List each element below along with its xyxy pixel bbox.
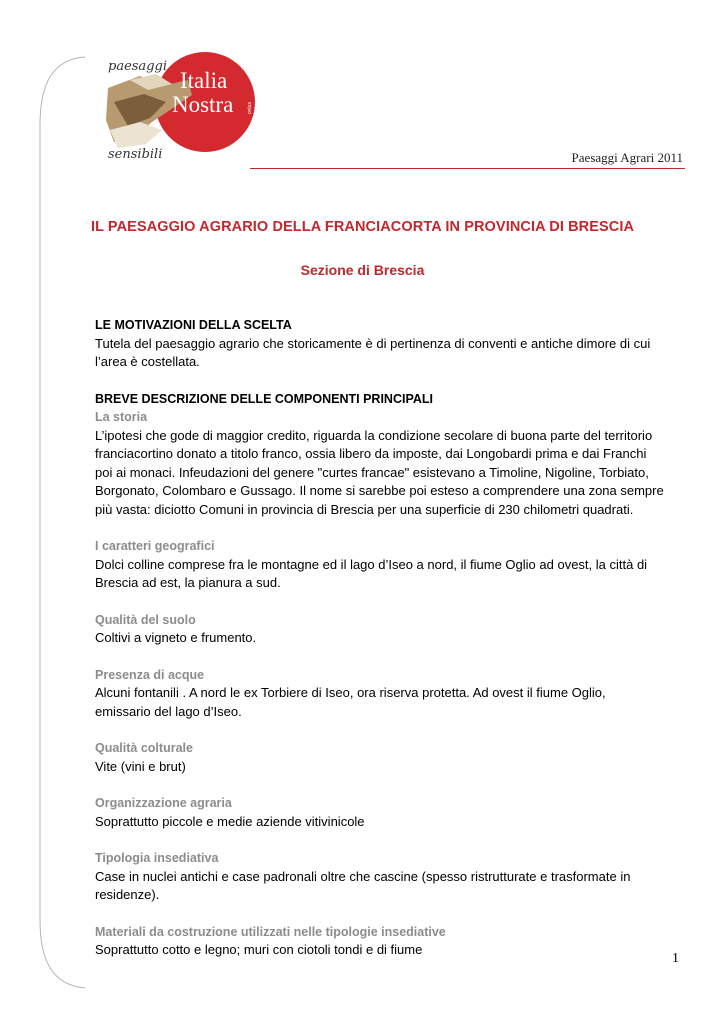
page-border-curve	[30, 55, 90, 990]
logo-name-line1: Italia	[180, 68, 228, 93]
section-heading: BREVE DESCRIZIONE DELLE COMPONENTI PRINCIPALI	[95, 391, 433, 406]
subsection-heading: Organizzazione agraria	[95, 796, 232, 810]
italia-nostra-logo	[100, 50, 270, 165]
body-line: residenze).	[95, 887, 160, 902]
subsection-heading: Qualità colturale	[95, 741, 193, 755]
logo-handwriting-top: paesaggi	[108, 59, 167, 74]
body-line: poi ai monaci. Infeudazioni del genere "curtes francae" esistevano a Timoline, Nigoline, Torbiato,	[95, 464, 649, 480]
body-line: l’area è costellata.	[95, 354, 200, 369]
body-line: Case in nuclei antichi e case padronali oltre che cascine (spesso ristrutturate e trasformate in	[95, 868, 631, 884]
subsection-heading: Tipologia insediativa	[95, 851, 219, 865]
body-line: Soprattutto piccole e medie aziende vitivinicole	[95, 813, 365, 829]
body-line: Soprattutto cotto e legno; muri con ciotoli tondi e di fiume	[95, 942, 423, 957]
page-number: 1	[672, 951, 679, 966]
logo-name-line2: Nostra	[172, 92, 234, 117]
body-line: Dolci colline comprese fra le montagne ed il lago d’Iseo a nord, il fiume Oglio ad ovest, la città di	[95, 556, 648, 572]
body-line: Coltivi a vigneto e frumento.	[95, 630, 257, 645]
document-body	[95, 316, 695, 960]
body-line: L’ipotesi che gode di maggior credito, riguarda la condizione secolare di buona parte del territorio	[95, 427, 653, 443]
header-label: Paesaggi Agrari 2011	[571, 150, 683, 165]
body-line: Alcuni fontanili . A nord le ex Torbiere di Iseo, ora riserva protetta. Ad ovest il fiume Oglio,	[95, 685, 606, 700]
header-divider	[250, 168, 685, 169]
body-line: franciacortino donato a titolo franco, ossia libero da imposte, dai Longobardi prima e dai Franchi	[95, 446, 647, 461]
subsection-heading: Presenza di acque	[95, 667, 205, 682]
body-line: Vite (vini e brut)	[95, 758, 186, 774]
subsection-heading: Qualità del suolo	[95, 612, 196, 627]
document-subtitle: Sezione di Brescia	[300, 262, 425, 278]
body-line: Brescia ad est, la pianura a sud.	[95, 575, 281, 590]
section-heading: LE MOTIVAZIONI DELLA SCELTA	[95, 318, 292, 332]
body-line: Tutela del paesaggio agrario che storicamente è di pertinenza di conventi e antiche dimore di cui	[95, 335, 651, 351]
logo-handwriting-bottom: sensibili	[108, 147, 163, 162]
body-line: emissario del lago d’Iseo.	[95, 703, 242, 719]
body-line: Borgonato, Colombaro e Gussago. Il nome si sarebbe poi esteso a comprendere una zona sempre	[95, 483, 664, 498]
subsection-heading: Materiali da costruzione utilizzati nelle tipologie insediative	[95, 924, 446, 939]
document-title: IL PAESAGGIO AGRARIO DELLA FRANCIACORTA IN PROVINCIA DI BRESCIA	[90, 219, 635, 235]
subsection-heading: La storia	[95, 410, 148, 424]
body-line: più vasta: diciotto Comuni in provincia di Brescia per una superficie di 230 chilometri quadrati.	[95, 501, 634, 517]
subsection-heading: I caratteri geografici	[95, 539, 215, 553]
logo-small-text: onlus	[247, 102, 253, 114]
